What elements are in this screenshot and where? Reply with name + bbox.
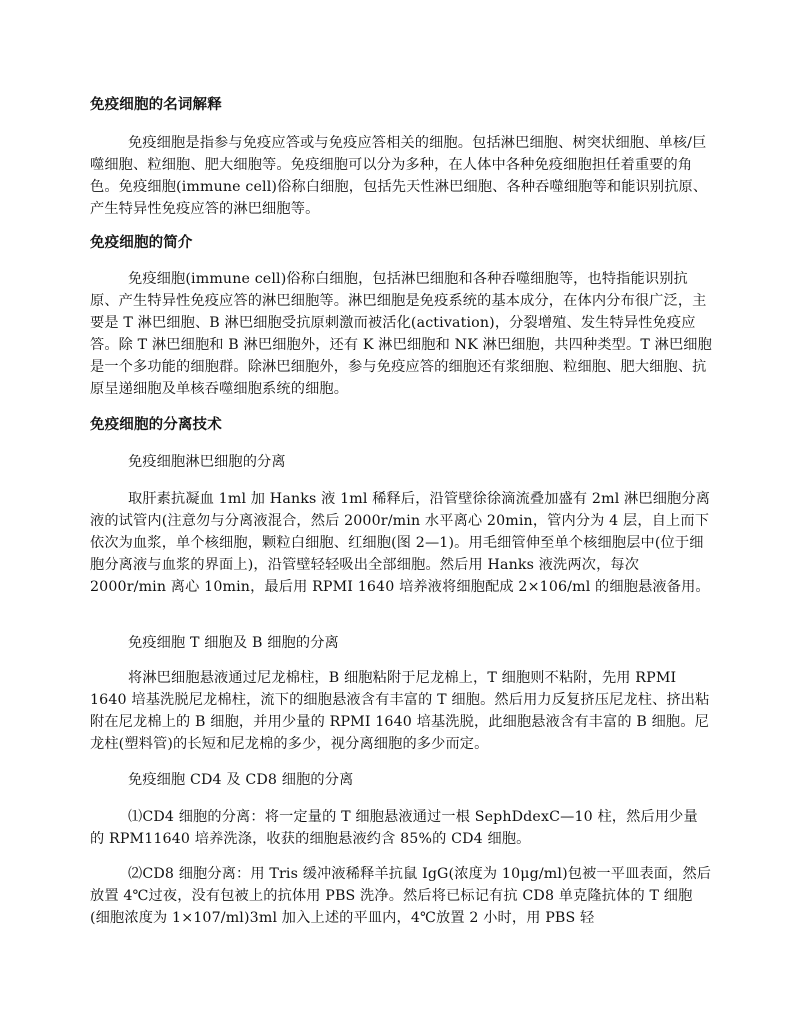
paragraph-introduction: 免疫细胞(immune cell)俗称白细胞，包括淋巴细胞和各种吞噬细胞等，也特指能识别抗原、产生特异性免疫应答的淋巴细胞等。淋巴细胞是免疫系统的基本成分，在体内分布很广泛，主要是 T 淋巴细胞、B 淋巴细胞受抗原刺激而被活化(activation)，分裂增殖、发生特异性免疫应答。除 T 淋巴细胞和 B 淋巴细胞外，还有 K 淋巴细胞和 NK 淋巴细胞，共四种类型。T 淋巴细胞是一个多功能的细胞群。除淋巴细胞外，参与免疫应答的细胞还有浆细胞、粒细胞、肥大细胞、抗原呈递细胞及单核吞噬细胞系统的细胞。 bbox=[90, 271, 712, 397]
heading-introduction: 免疫细胞的简介 bbox=[90, 234, 193, 251]
heading-separation-techniques: 免疫细胞的分离技术 bbox=[90, 416, 222, 433]
subheading-lymphocyte-separation: 免疫细胞淋巴细胞的分离 bbox=[128, 454, 286, 470]
subheading-cd4-cd8-separation: 免疫细胞 CD4 及 CD8 细胞的分离 bbox=[128, 772, 354, 788]
paragraph-lymphocyte-separation: 取肝素抗凝血 1ml 加 Hanks 液 1ml 稀释后，沿管壁徐徐滴流叠加盛有 2ml 淋巴细胞分离液的试管内(注意勿与分离液混合，然后 2000r/min 水平离心 20min，管内分为 4 层，自上而下依次为血浆，单个核细胞，颗粒白细胞、红细胞(图 2—1)。用毛细管伸至单个核细胞层中(位于细胞分离液与血浆的界面上)，沿管壁轻轻吸出全部细胞。然后用 Hanks 液洗两次，每次 2000r/min 离心 10min，最后用 RPMI 1640 培养液将细胞配成 2×106/ml 的细胞悬液备用。 bbox=[90, 491, 711, 595]
paragraph-cd4-separation: ⑴CD4 细胞的分离：将一定量的 T 细胞悬液通过一根 SephDdexC—10 柱，然后用少量的 RPM11640 培养洗涤，收获的细胞悬液约含 85%的 CD4 细胞。 bbox=[90, 809, 698, 847]
paragraph-definition: 免疫细胞是指参与免疫应答或与免疫应答相关的细胞。包括淋巴细胞、树突状细胞、单核/巨噬细胞、粒细胞、肥大细胞等。免疫细胞可以分为多种，在人体中各种免疫细胞担任着重要的角色。免疫细胞(immune cell)俗称白细胞，包括先天性淋巴细胞、各种吞噬细胞等和能识别抗原、产生特异性免疫应答的淋巴细胞等。 bbox=[90, 135, 708, 217]
paragraph-cd8-separation: ⑵CD8 细胞分离：用 Tris 缓冲液稀释羊抗鼠 IgG(浓度为 10μg/ml)包被一平皿表面，然后放置 4℃过夜，没有包被上的抗体用 PBS 洗净。然后将已标记有抗 CD8 单克隆抗体的 T 细胞(细胞浓度为 1×107/ml)3ml 加入上述的平皿内，4℃放置 2 小时，用 PBS 轻 bbox=[90, 866, 712, 926]
paragraph-t-b-separation: 将淋巴细胞悬液通过尼龙棉柱，B 细胞粘附于尼龙棉上，T 细胞则不粘附，先用 RPMI 1640 培基洗脱尼龙棉柱，流下的细胞悬液含有丰富的 T 细胞。然后用力反复挤压尼龙柱、挤出粘附在尼龙棉上的 B 细胞，并用少量的 RPMI 1640 培基洗脱，此细胞悬液含有丰富的 B 细胞。尼龙柱(塑料管)的长短和尼龙棉的多少，视分离细胞的多少而定。 bbox=[90, 670, 710, 752]
heading-definition: 免疫细胞的名词解释 bbox=[90, 96, 222, 113]
subheading-t-b-separation: 免疫细胞 T 细胞及 B 细胞的分离 bbox=[128, 635, 339, 651]
